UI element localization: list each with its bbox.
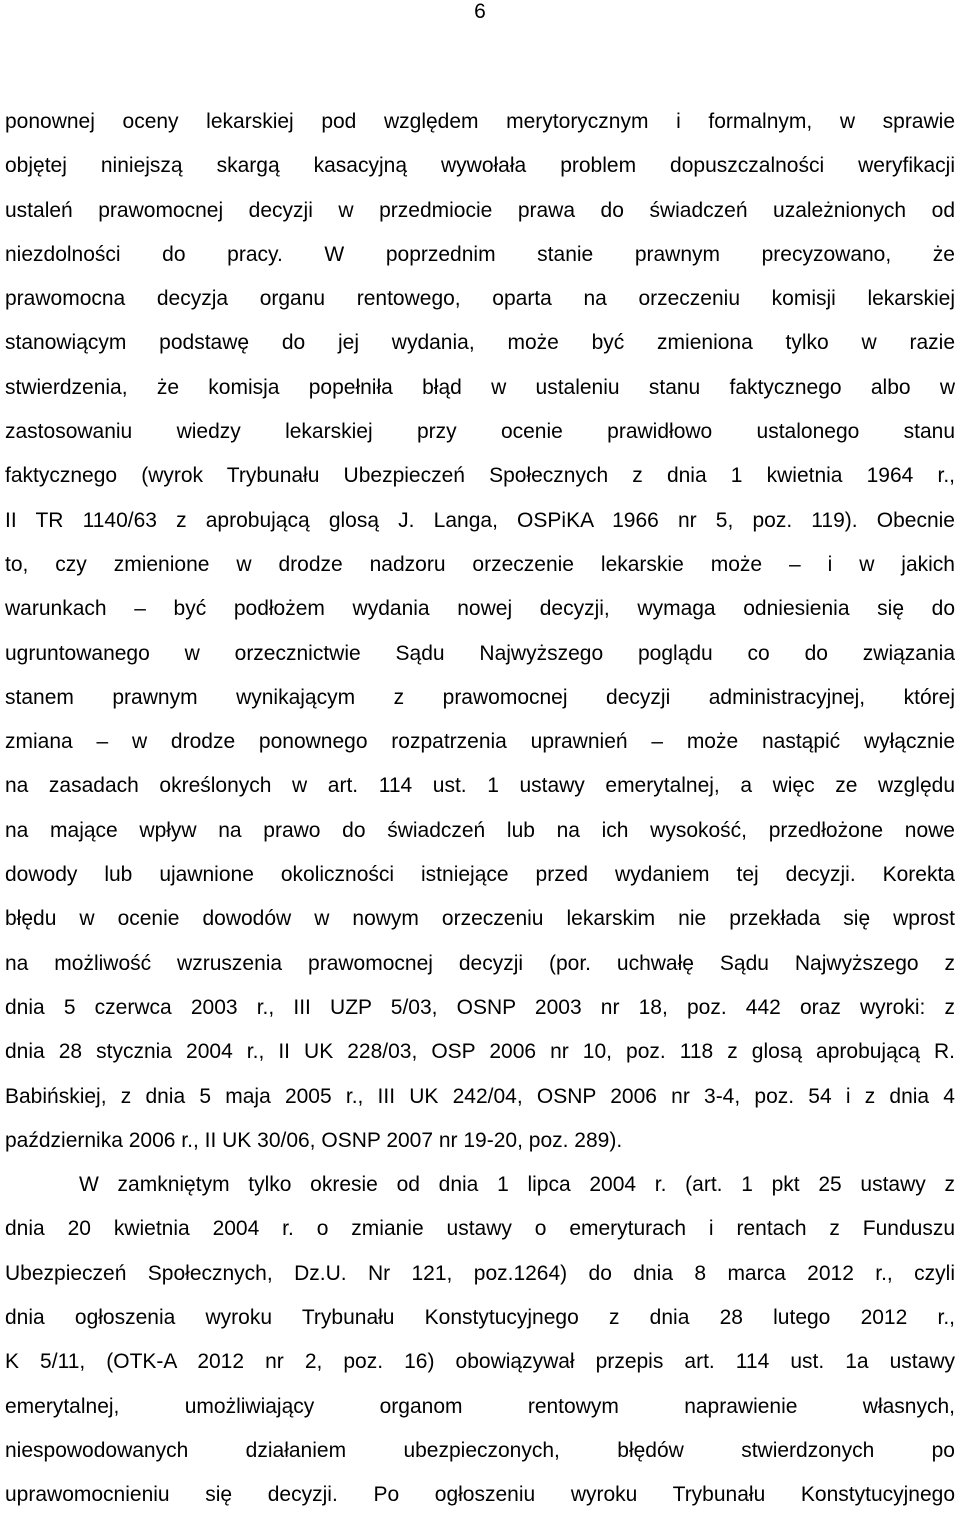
text-line: K 5/11, (OTK-A 2012 nr 2, poz. 16) obowiązywał przepis art. 114 ust. 1a ustawy bbox=[5, 1350, 955, 1374]
text-line: ustaleń prawomocnej decyzji w przedmiocie prawa do świadczeń uzależnionych od bbox=[5, 198, 955, 222]
text-line: dnia 20 kwietnia 2004 r. o zmianie ustawy o emeryturach i rentach z Funduszu bbox=[5, 1217, 955, 1241]
text-line: zmiana – w drodze ponownego rozpatrzenia uprawnień – może nastąpić wyłącznie bbox=[5, 730, 955, 754]
text-line: niezdolności do pracy. W poprzednim stanie prawnym precyzowano, że bbox=[5, 242, 955, 266]
text-line: emerytalnej, umożliwiający organom rentowym naprawienie własnych, bbox=[5, 1394, 955, 1418]
text-line: niespowodowanych działaniem ubezpieczonych, błędów stwierdzonych po bbox=[5, 1438, 955, 1462]
text-line: dnia ogłoszenia wyroku Trybunału Konstytucyjnego z dnia 28 lutego 2012 r., bbox=[5, 1306, 955, 1330]
page-number: 6 bbox=[474, 0, 486, 23]
text-line: października 2006 r., II UK 30/06, OSNP 2007 nr 19-20, poz. 289). bbox=[5, 1128, 623, 1152]
text-line: na mające wpływ na prawo do świadczeń lub na ich wysokość, przedłożone nowe bbox=[5, 818, 955, 842]
text-line: objętej niniejszą skargą kasacyjną wywołała problem dopuszczalności weryfikacji bbox=[5, 154, 955, 178]
document-body bbox=[5, 100, 955, 1518]
text-line: ponownej oceny lekarskiej pod względem merytorycznym i formalnym, w sprawie bbox=[5, 110, 955, 133]
text-line: na zasadach określonych w art. 114 ust. 1 ustawy emerytalnej, a więc ze względu bbox=[5, 774, 955, 798]
text-line: stanem prawnym wynikającym z prawomocnej decyzji administracyjnej, której bbox=[5, 685, 955, 709]
text-line: błędu w ocenie dowodów w nowym orzeczeniu lekarskim nie przekłada się wprost bbox=[5, 907, 955, 931]
paragraph bbox=[5, 1163, 955, 1517]
text-line: Ubezpieczeń Społecznych, Dz.U. Nr 121, poz.1264) do dnia 8 marca 2012 r., czyli bbox=[5, 1261, 955, 1285]
text-line: uprawomocnieniu się decyzji. Po ogłoszeniu wyroku Trybunału Konstytucyjnego bbox=[5, 1483, 955, 1507]
text-line: na możliwość wzruszenia prawomocnej decyzji (por. uchwałę Sądu Najwyższego z bbox=[5, 951, 955, 975]
text-line: stanowiącym podstawę do jej wydania, może być zmieniona tylko w razie bbox=[5, 331, 955, 355]
text-line: ugruntowanego w orzecznictwie Sądu Najwyższego poglądu co do związania bbox=[5, 641, 955, 665]
text-line: zastosowaniu wiedzy lekarskiej przy ocenie prawidłowo ustalonego stanu bbox=[5, 420, 955, 444]
text-line: warunkach – być podłożem wydania nowej decyzji, wymaga odniesienia się do bbox=[5, 597, 955, 621]
text-line: prawomocna decyzja organu rentowego, oparta na orzeczeniu komisji lekarskiej bbox=[5, 287, 955, 311]
text-line: dowody lub ujawnione okoliczności istniejące przed wydaniem tej decyzji. Korekta bbox=[5, 863, 955, 887]
text-line: dnia 28 stycznia 2004 r., II UK 228/03, OSP 2006 nr 10, poz. 118 z glosą aprobującą R. bbox=[5, 1040, 955, 1064]
text-line: II TR 1140/63 z aprobującą glosą J. Langa, OSPiKA 1966 nr 5, poz. 119). Obecnie bbox=[5, 508, 955, 532]
paragraph bbox=[5, 100, 955, 1163]
text-line: faktycznego (wyrok Trybunału Ubezpieczeń Społecznych z dnia 1 kwietnia 1964 r., bbox=[5, 464, 955, 488]
text-line: stwierdzenia, że komisja popełniła błąd w ustaleniu stanu faktycznego albo w bbox=[5, 375, 955, 399]
text-line: to, czy zmienione w drodze nadzoru orzeczenie lekarskie może – i w jakich bbox=[5, 552, 955, 576]
text-line: W zamkniętym tylko okresie od dnia 1 lipca 2004 r. (art. 1 pkt 25 ustawy z bbox=[79, 1173, 955, 1197]
text-line: dnia 5 czerwca 2003 r., III UZP 5/03, OSNP 2003 nr 18, poz. 442 oraz wyroki: z bbox=[5, 995, 955, 1019]
text-line: Babińskiej, z dnia 5 maja 2005 r., III UK 242/04, OSNP 2006 nr 3-4, poz. 54 i z dnia 4 bbox=[5, 1084, 955, 1108]
